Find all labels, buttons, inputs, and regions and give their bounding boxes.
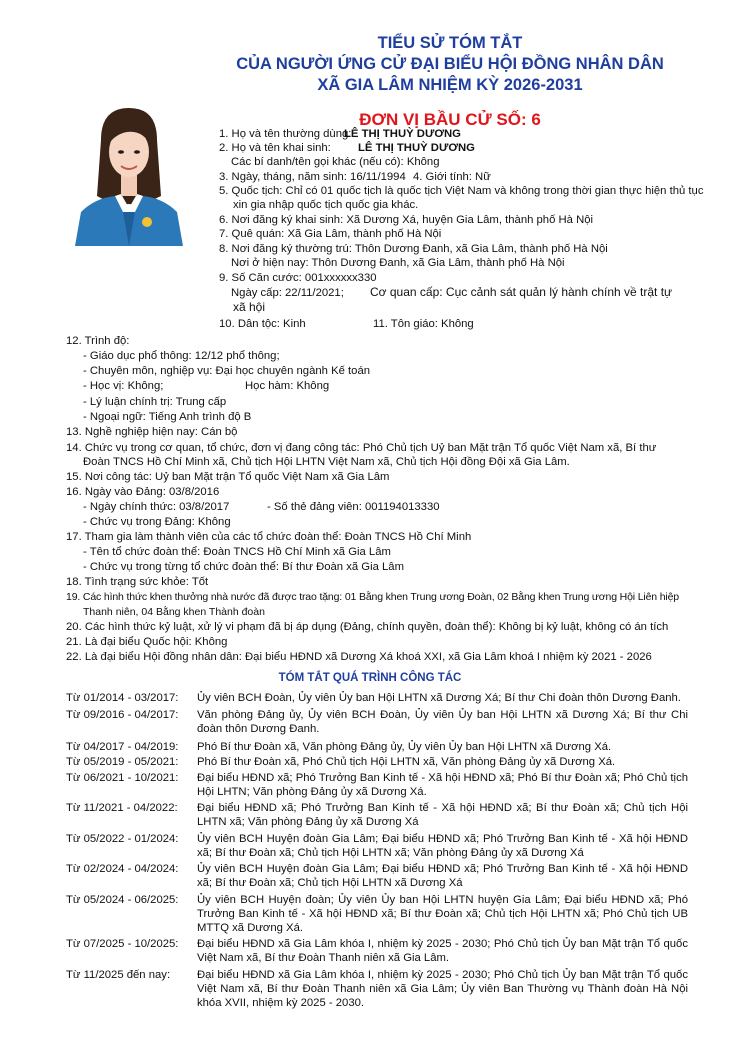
item-16-official-date: - Ngày chính thức: 03/8/2017 bbox=[83, 501, 230, 513]
work-history-period: Từ 05/2024 - 06/2025: bbox=[66, 894, 179, 906]
item-12-professional: - Chuyên môn, nghiệp vụ: Đại học chuyên ngành Kế toán bbox=[83, 365, 371, 377]
work-history-description: Văn phòng Đảng ủy, Ủy viên BCH Đoàn, Ủy viên Ủy ban Hội LHTN xã Dương Xá; Bí thư Chi đoàn thôn Dương Đanh. bbox=[197, 709, 688, 736]
item-19-awards: 19. Các hình thức khen thưởng nhà nước đã được trao tặng: 01 Bằng khen Trung ương Đoàn, 02 Bằng khen Trung ương Hội Liên hiệp bbox=[66, 591, 679, 603]
item-2-value: LÊ THỊ THUỲ DƯƠNG bbox=[358, 142, 475, 154]
work-history-description: Đại biểu HĐND xã; Phó Trưởng Ban Kinh tế - Xã hội HĐND xã; Phó Bí thư Đoàn xã; Phó Chủ tịch Hội LHTN; Văn phòng Đảng ủy xã Dương Xá. bbox=[197, 772, 688, 799]
item-17-organizations: 17. Tham gia làm thành viên của các tổ chức đoàn thể: Đoàn TNCS Hồ Chí Minh bbox=[66, 531, 472, 543]
item-9-issuing-agency: Cơ quan cấp: Cục cảnh sát quản lý hành chính về trật tự bbox=[370, 285, 673, 299]
work-history-period: Từ 01/2014 - 03/2017: bbox=[66, 692, 179, 704]
item-10-ethnicity: 10. Dân tộc: Kinh bbox=[219, 318, 306, 330]
work-history-row bbox=[66, 937, 688, 965]
item-6-birth-registration: 6. Nơi đăng ký khai sinh: Xã Dương Xá, huyện Gia Lâm, thành phố Hà Nội bbox=[219, 214, 594, 226]
item-12-degree: - Học vị: Không; bbox=[83, 380, 164, 392]
work-history-row bbox=[66, 740, 688, 754]
item-16-party-position: - Chức vụ trong Đảng: Không bbox=[83, 516, 231, 528]
work-history-row bbox=[66, 893, 688, 936]
title-line-3: XÃ GIA LÂM NHIỆM KỲ 2026-2031 bbox=[317, 76, 583, 94]
item-15-workplace: 15. Nơi công tác: Uỷ ban Mặt trận Tổ quốc Việt Nam xã Gia Lâm bbox=[66, 471, 390, 483]
item-12-foreign-language: - Ngoại ngữ: Tiếng Anh trình độ B bbox=[83, 411, 252, 423]
work-history-row bbox=[66, 755, 688, 769]
item-12-education: 12. Trình độ: bbox=[66, 335, 130, 347]
item-5-nationality-cont: xin gia nhập quốc tịch quốc gia khác. bbox=[233, 199, 419, 211]
item-14-position-cont: Đoàn TNCS Hồ Chí Minh xã, Chủ tịch Hội LHTN Việt Nam xã, Chủ tịch Hội đồng Đội xã Gia Lâm. bbox=[83, 456, 570, 468]
candidate-photo bbox=[71, 100, 186, 246]
item-1-value: LÊ THỊ THUỲ DƯƠNG bbox=[344, 128, 461, 140]
item-18-health: 18. Tình trạng sức khỏe: Tốt bbox=[66, 576, 209, 588]
item-8-current-address: Nơi ở hiện nay: Thôn Dương Đanh, xã Gia Lâm, thành phố Hà Nội bbox=[231, 257, 565, 269]
work-history-description: Ủy viên BCH Huyện đoàn Gia Lâm; Đại biểu HĐND xã; Phó Trưởng Ban Kinh tế - Xã hội HĐND xã; Bí thư Đoàn xã; Chủ tịch Hội LHTN xã; Văn phòng Đảng ủy xã Dương Xá bbox=[197, 833, 688, 860]
item-8-residence: 8. Nơi đăng ký thường trú: Thôn Dương Đanh, xã Gia Lâm, thành phố Hà Nội bbox=[219, 243, 608, 255]
work-history-description: Ủy viên BCH Huyện đoàn Gia Lâm; Đại biểu HĐND xã; Phó Trưởng Ban Kinh tế - Xã hội HĐND xã; Bí thư Đoàn xã; Chủ tịch Hội LHTN xã Dương Xá bbox=[197, 863, 688, 890]
work-history-title: TÓM TẮT QUÁ TRÌNH CÔNG TÁC bbox=[278, 672, 462, 684]
work-history-period: Từ 04/2017 - 04/2019: bbox=[66, 741, 179, 753]
work-history-row bbox=[66, 862, 688, 890]
item-9-id-number: 9. Số Căn cước: 001xxxxxx330 bbox=[219, 272, 377, 284]
work-history-row bbox=[66, 968, 688, 1011]
item-12-academic-title: Học hàm: Không bbox=[245, 380, 330, 392]
item-16-party-card: - Số thẻ đảng viên: 001194013330 bbox=[267, 501, 440, 513]
work-history-row bbox=[66, 832, 688, 860]
work-history-row bbox=[66, 708, 688, 736]
item-11-religion: 11. Tôn giáo: Không bbox=[373, 318, 474, 330]
item-9-issuing-agency-cont: xã hội bbox=[233, 300, 266, 314]
work-history-period: Từ 07/2025 - 10/2025: bbox=[66, 938, 179, 950]
item-12-general-education: - Giáo dục phổ thông: 12/12 phổ thông; bbox=[83, 350, 280, 362]
item-14-position: 14. Chức vụ trong cơ quan, tổ chức, đơn vị đang công tác: Phó Chủ tịch Uỷ ban Mặt trận Tổ quốc Việt Nam xã, Bí thư bbox=[66, 442, 657, 454]
item-2-label: 2. Họ và tên khai sinh: bbox=[219, 142, 331, 154]
work-history-row bbox=[66, 771, 688, 799]
item-4-gender: 4. Giới tính: Nữ bbox=[413, 171, 491, 183]
document-header bbox=[180, 33, 720, 130]
work-history-period: Từ 02/2024 - 04/2024: bbox=[66, 863, 179, 875]
item-3-birthdate: 3. Ngày, tháng, năm sinh: 16/11/1994 bbox=[219, 171, 406, 183]
work-history-description: Ủy viên BCH Huyện đoàn; Ủy viên Ủy ban Hội LHTN huyện Gia Lâm; Đại biểu HĐND xã; Phó Trưởng Ban Kinh tế - Xã hội HĐND xã; Bí thư Đoàn xã; Chủ tịch Hội LHTN xã; Phó Chủ tịch UB MTTQ xã Dương Xá. bbox=[197, 894, 688, 935]
work-history-period: Từ 11/2025 đến nay: bbox=[66, 969, 171, 981]
item-16-party-entry: 16. Ngày vào Đảng: 03/8/2016 bbox=[66, 486, 220, 498]
item-19-awards-cont: Thanh niên, 04 Bằng khen Thành đoàn bbox=[83, 606, 265, 618]
item-17-organization-name: - Tên tổ chức đoàn thể: Đoàn TNCS Hồ Chí Minh xã Gia Lâm bbox=[83, 546, 391, 558]
item-7-hometown: 7. Quê quán: Xã Gia Lâm, thành phố Hà Nội bbox=[219, 228, 442, 240]
work-history-description: Đại biểu HĐND xã Gia Lâm khóa I, nhiệm kỳ 2025 - 2030; Phó Chủ tịch Ủy ban Mặt trận Tổ quốc Việt Nam xã, Bí thư Đoàn Thanh niên xã Gia Lâm; Ủy viên Ban Thường vụ Thành đoàn Hà Nội khóa XVII, nhiệm kỳ 2025 - 2030. bbox=[197, 969, 688, 1010]
item-5-nationality: 5. Quốc tịch: Chỉ có 01 quốc tịch là quốc tịch Việt Nam và không trong thời gian thực hiện thủ tục bbox=[219, 185, 704, 197]
item-9-issue-date: Ngày cấp: 22/11/2021; bbox=[231, 287, 344, 299]
title-line-1: TIỂU SỬ TÓM TẮT bbox=[377, 34, 523, 52]
work-history-row bbox=[66, 801, 688, 829]
work-history-description: Phó Bí thư Đoàn xã, Phó Chủ tịch Hội LHTN xã, Văn phòng Đảng ủy xã Dương Xá. bbox=[197, 756, 616, 768]
work-history-period: Từ 06/2021 - 10/2021: bbox=[66, 772, 179, 784]
portrait-illustration bbox=[71, 100, 186, 246]
work-history-row bbox=[66, 691, 688, 705]
item-2-aliases: Các bí danh/tên gọi khác (nếu có): Không bbox=[231, 156, 440, 168]
title-line-2: CỦA NGƯỜI ỨNG CỬ ĐẠI BIỂU HỘI ĐỒNG NHÂN DÂN bbox=[236, 55, 664, 73]
item-17-organization-position: - Chức vụ trong từng tổ chức đoàn thể: Bí thư Đoàn xã Gia Lâm bbox=[83, 561, 404, 573]
work-history-period: Từ 05/2022 - 01/2024: bbox=[66, 833, 179, 845]
work-history-description: Phó Bí thư Đoàn xã, Văn phòng Đảng ủy, Ủy viên Ủy ban Hội LHTN xã Dương Xá. bbox=[197, 741, 612, 753]
item-13-occupation: 13. Nghề nghiệp hiện nay: Cán bộ bbox=[66, 426, 238, 438]
work-history-period: Từ 11/2021 - 04/2022: bbox=[66, 802, 178, 814]
item-12-political-theory: - Lý luận chính trị: Trung cấp bbox=[83, 396, 227, 408]
work-history-description: Đại biểu HĐND xã Gia Lâm khóa I, nhiệm kỳ 2025 - 2030; Phó Chủ tịch Ủy ban Mặt trận Tổ quốc Việt Nam xã, Bí thư Đoàn Thanh niên xã Gia Lâm. bbox=[197, 938, 688, 965]
work-history-period: Từ 09/2016 - 04/2017: bbox=[66, 709, 179, 721]
item-1-label: 1. Họ và tên thường dùng: bbox=[219, 128, 352, 140]
item-22-peoples-council: 22. Là đại biểu Hội đồng nhân dân: Đại biểu HĐND xã Dương Xá khoá XXI, xã Gia Lâm khoá I nhiệm kỳ 2021 - 2026 bbox=[66, 651, 652, 663]
item-21-national-assembly: 21. Là đại biểu Quốc hội: Không bbox=[66, 636, 228, 648]
work-history-description: Ủy viên BCH Đoàn, Ủy viên Ủy ban Hội LHTN xã Dương Xá; Bí thư Chi đoàn thôn Dương Đanh. bbox=[197, 692, 681, 704]
work-history-period: Từ 05/2019 - 05/2021: bbox=[66, 756, 179, 768]
item-20-discipline: 20. Các hình thức kỷ luật, xử lý vi phạm đã bị áp dụng (Đảng, chính quyền, đoàn thể): Không bị kỷ luật, không có án tích bbox=[66, 621, 669, 633]
work-history-description: Đại biểu HĐND xã; Phó Trưởng Ban Kinh tế - Xã hội HĐND xã; Bí thư Đoàn xã; Chủ tịch Hội LHTN xã; Văn phòng Đảng ủy xã Dương Xá bbox=[197, 802, 688, 829]
electoral-unit: ĐƠN VỊ BẦU CỬ SỐ: 6 bbox=[359, 110, 541, 129]
